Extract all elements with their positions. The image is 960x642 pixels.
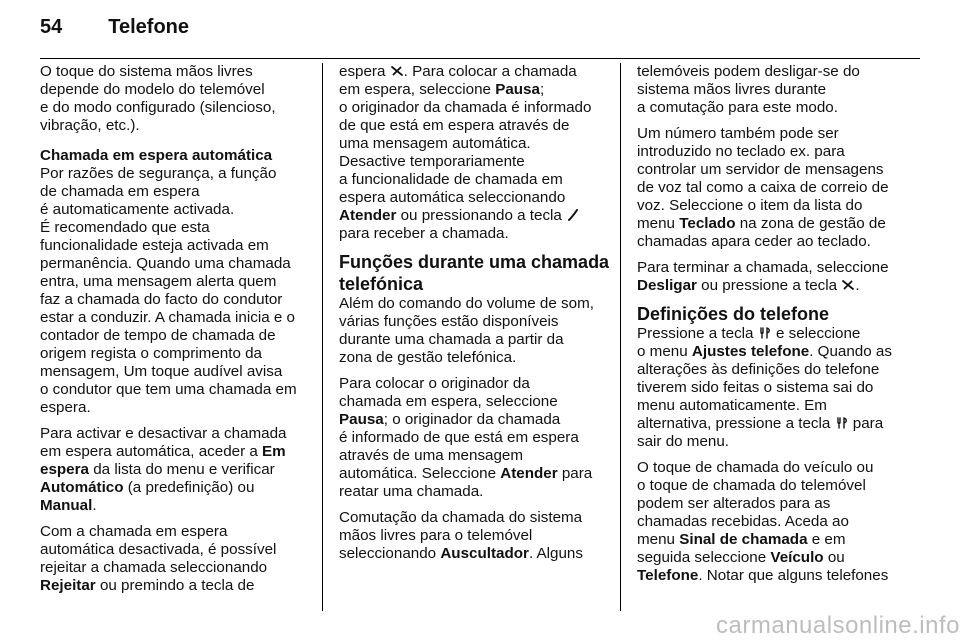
paragraph: telemóveis podem desligar-se do sistema mãos livres durante a comutação para este modo. (637, 63, 860, 116)
menu-item-ref: Em (262, 443, 286, 460)
option-ref: Teclado (679, 215, 736, 232)
paragraph: O toque do sistema mãos livres depende do modelo do telemóvel e do modo configurado (silencioso, vibração, etc.). (40, 63, 276, 134)
column-2 (339, 63, 609, 571)
option-ref: Manual (40, 497, 93, 514)
phone-menu-icon (758, 326, 772, 340)
column-divider (322, 63, 323, 611)
header-rule (40, 58, 920, 59)
menu-item-ref: espera (40, 461, 89, 478)
paragraph: O toque de chamada do veículo ou o toque de chamada do telemóvel podem ser alterados para as chamadas recebidas. Aceda ao menu Sinal de chamada e em seguida seleccione Veículo ou Telefone. Notar que alguns telefones (637, 459, 889, 584)
paragraph: Por razões de segurança, a função de chamada em espera é automaticamente activada. É recomendado que esta funcionalidade esteja activada em permanência. Quando uma chamada entra, uma mensagem alerta quem faz a chamada do facto do condutor estar a conduzir. A chamada inicia e o contador de tempo de chamada de origem regista o comprimento da mensagem, Um toque audível avisa o condutor que tem uma chamada em espera. (40, 165, 297, 416)
page-title: Telefone (108, 16, 190, 38)
option-ref: Rejeitar (40, 577, 96, 594)
menu-item-ref: Sinal de chamada (679, 531, 808, 548)
column-divider (620, 63, 621, 611)
option-ref: Desligar (637, 277, 697, 294)
paragraph: Comutação da chamada do sistema mãos livres para o telemóvel seleccionando Auscultador. Alguns (339, 509, 583, 562)
watermark: carmanualsonline.info (716, 612, 960, 639)
paragraph: Para activar e desactivar a chamada em espera automática, aceder a Em espera da lista do menu e verificar Automático (a predefinição) ou Manual. (40, 425, 287, 514)
paragraph: Para colocar o originador da chamada em espera, seleccione Pausa; o originador da chamada é informado de que está em espera através de uma mensagem automática. Seleccione Atender para reatar uma chamada. (339, 375, 593, 500)
option-ref: Pausa (339, 411, 384, 428)
page-header (40, 16, 189, 50)
section-heading: Funções durante uma chamada telefónica (339, 252, 610, 294)
option-ref: Automático (40, 479, 124, 496)
column-1 (40, 63, 310, 603)
phone-menu-icon (835, 416, 849, 430)
section-heading: Definições do telefone (637, 304, 830, 324)
paragraph: Pressione a tecla e seleccione o menu Ajustes telefone. Quando as alterações às definições do telefone tiverem sido feitas o sistema sai do menu automaticamente. Em alternativa, pressione a tecla para sair do menu. (637, 325, 892, 450)
hangup-phone-icon (390, 64, 404, 78)
menu-item-ref: Ajustes telefone (691, 343, 810, 360)
answer-phone-icon (566, 208, 580, 222)
option-ref: Atender (339, 207, 397, 224)
option-ref: Auscultador (440, 545, 529, 562)
hangup-phone-icon (841, 278, 855, 292)
option-ref: Veículo (770, 549, 824, 566)
section-subheading: Chamada em espera automática (40, 147, 273, 164)
paragraph: espera . Para colocar a chamada em espera, seleccione Pausa; o originador da chamada é informado de que está em espera através de uma mensagem automática. Desactive temporariamente a funcionalidade de chamada em espera automática seleccionando Atender ou pressionando a tecla para receber a chamada. (339, 63, 592, 242)
option-ref: Atender (500, 465, 558, 482)
page-number: 54 (40, 16, 63, 38)
paragraph: Com a chamada em espera automática desactivada, é possível rejeitar a chamada seleccionando Rejeitar ou premindo a tecla de (40, 523, 277, 594)
paragraph: Além do comando do volume de som, várias funções estão disponíveis durante uma chamada a partir da zona de gestão telefónica. (339, 295, 594, 366)
paragraph: Para terminar a chamada, seleccione Desligar ou pressione a tecla . (637, 259, 889, 294)
option-ref: Pausa (495, 81, 540, 98)
option-ref: Telefone (637, 567, 699, 584)
paragraph: Um número também pode ser introduzido no teclado ex. para controlar um servidor de mensagens de voz tal como a caixa de correio de voz. Seleccione o item da lista do menu Teclado na zona de gestão de chamadas apara ceder ao teclado. (637, 125, 889, 250)
column-3 (637, 63, 907, 593)
